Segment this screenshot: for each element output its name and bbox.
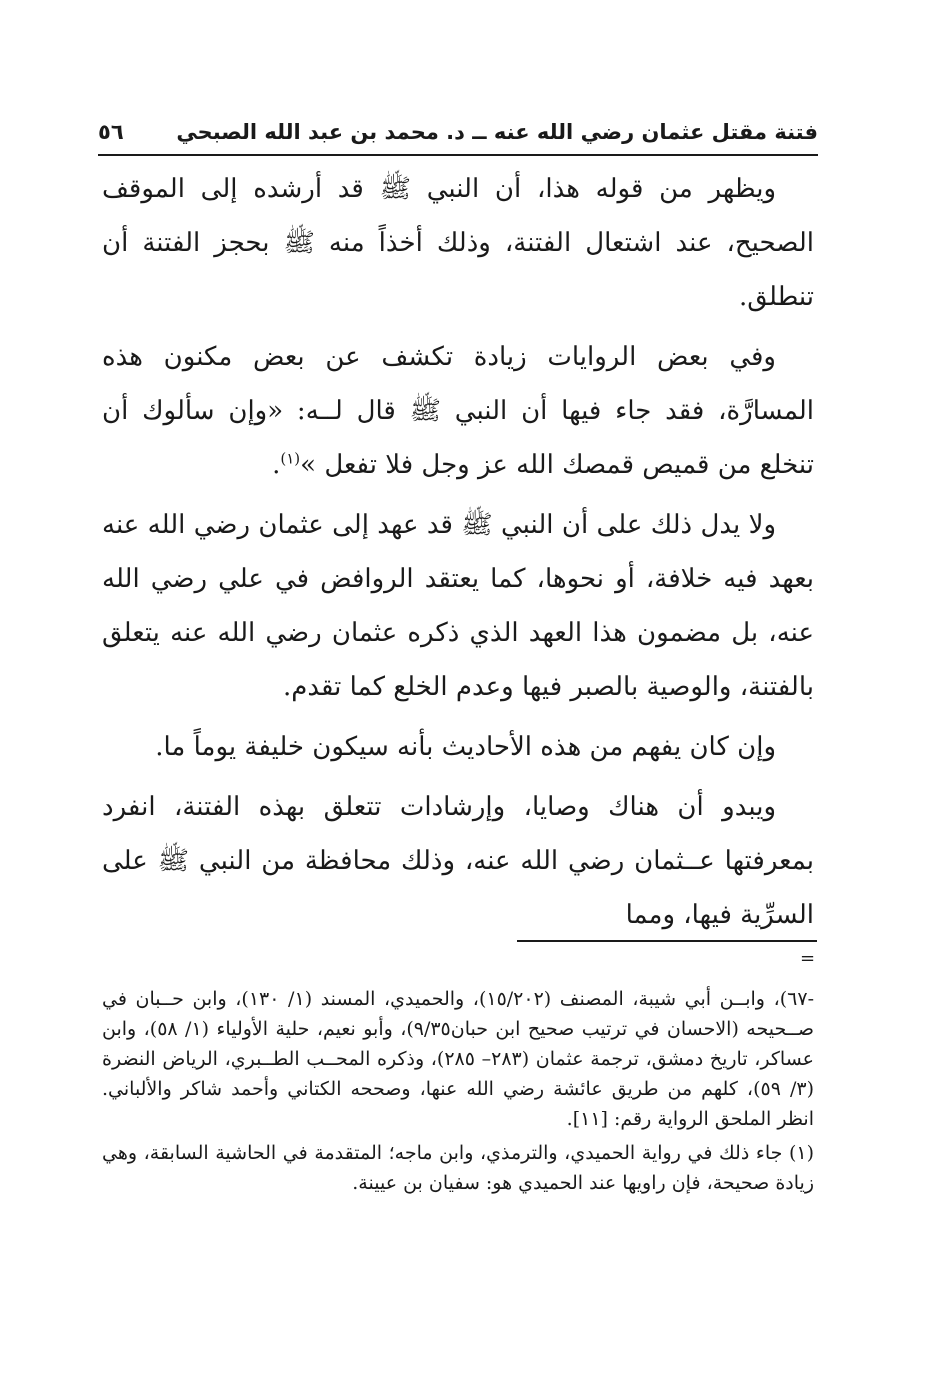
- paragraph-4: وإن كان يفهم من هذه الأحاديث بأنه سيكون خليفة يوماً ما.: [155, 732, 776, 762]
- paragraph-3: ولا يدل ذلك على أن النبي ﷺ قد عهد إلى عثمان رضي الله عنه بعهد فيه خلافة، أو نحوها، كما يعتقد الروافض في علي رضي الله عنه، بل مضمون هذا العهد الذي ذكره عثمان رضي الله عنه يتعلق بالفتنة، والوصية بالصبر فيها وعدم الخلع كما تقدم.: [102, 510, 814, 702]
- header-rule: [98, 154, 818, 156]
- footnote-separator: [517, 940, 817, 942]
- paragraph-1: ويظهر من قوله هذا، أن النبي ﷺ قد أرشده إلى الموقف الصحيح، عند اشتعال الفتنة، وذلك أخذاً منه ﷺ بحجز الفتنة أن تنطلق.: [102, 174, 814, 312]
- paragraph-5: ويبدو أن هناك وصايا، وإرشادات تتعلق بهذه الفتنة، انفرد بمعرفتها عــثمان رضي الله عنه، وذلك محافظة من النبي ﷺ على السرِّية فيها، ومما: [102, 792, 814, 930]
- footnote-reference-1: (١): [280, 449, 301, 468]
- footnote-continuation-marker: =: [800, 948, 816, 969]
- paragraph-2-end: .: [272, 450, 281, 480]
- page-number: ٥٦: [98, 120, 124, 144]
- footnotes: [102, 984, 814, 1202]
- header-title: فتنة مقتل عثمان رضي الله عنه ــ د. محمد بن عبد الله الصبحي: [176, 120, 818, 144]
- paragraph-2: [102, 330, 814, 492]
- paragraph-2-text: وفي بعض الروايات زيادة تكشف عن بعض مكنون هذه المسارَّة، فقد جاء فيها أن النبي ﷺ قال لــه: «وإن سألوك أن تنخلع من قميص قمصك الله عز وجل فلا تفعل »: [102, 342, 814, 480]
- footnote-1: (١) جاء ذلك في رواية الحميدي، والترمذي، وابن ماجه؛ المتقدمة في الحاشية السابقة، وهي زيادة صحيحة، فإن راويها عند الحميدي هو: سفيان بن عيينة.: [102, 1142, 814, 1194]
- main-text: [102, 162, 814, 948]
- running-header: [98, 112, 818, 152]
- footnote-continuation: -٦٧)، وابــن أبي شيبة، المصنف (١٥/٢٠٢)، والحميدي، المسند (١/ ١٣٠)، وابن حــبان في صــحيحه (الاحسان في ترتيب صحيح ابن حبان٩/٣٥)، وأبو نعيم، حلية الأولياء (١/ ٥٨)، وابن عساكر، تاريخ دمشق، ترجمة عثمان (٢٨٣– ٢٨٥)، وذكره المحــب الطــبري، الرياض النضرة (٣/ ٥٩)، كلهم من طريق عائشة رضي الله عنها، وصححه الكتاني وأحمد شاكر والألباني. انظر الملحق الرواية رقم: [١١].: [102, 988, 815, 1130]
